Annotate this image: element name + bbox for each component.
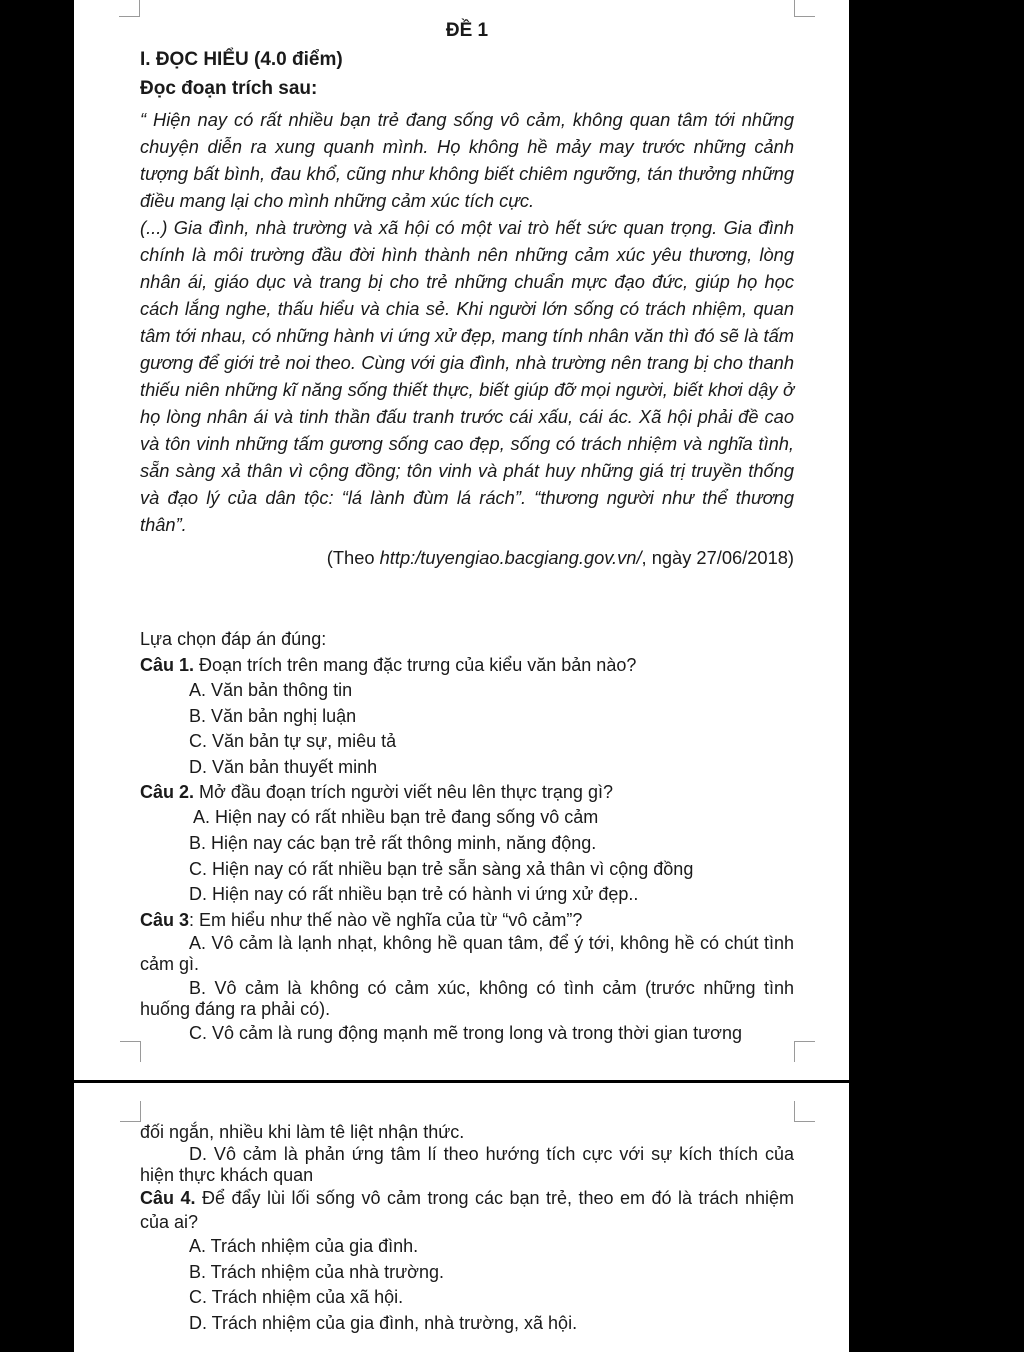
question-4-option-b: B. Trách nhiệm của nhà trường.: [189, 1261, 444, 1282]
crop-mark-top-right: [794, 0, 815, 17]
question-3-option-c: C. Vô cảm là rung động mạnh mẽ trong long và trong thời gian tương: [189, 1022, 742, 1043]
question-2-option-d: D. Hiện nay có rất nhiều bạn trẻ có hành vi ứng xử đẹp..: [189, 884, 639, 905]
cut-off-next-line: [140, 1346, 794, 1352]
question-4-option-a: A. Trách nhiệm của gia đình.: [189, 1236, 419, 1256]
excerpt-paragraph-1: “ Hiện nay có rất nhiều bạn trẻ đang sống vô cảm, không quan tâm tới những chuyện diễn ra xung quanh mình. Họ không hề mảy may trước những cảnh tượng bất bình, đau khổ, cũng như không biết chiêm ngưỡng, tán thưởng những điều mang lại cho mình những cảm xúc tích cực.: [140, 109, 794, 211]
question-2-option-b: B. Hiện nay các bạn trẻ rất thông minh, năng động.: [189, 832, 597, 853]
question-4-option-c: C. Trách nhiệm của xã hội.: [189, 1287, 404, 1308]
reading-instruction: Đọc đoạn trích sau:: [140, 78, 318, 99]
question-1: [140, 653, 794, 678]
question-2-option-a: A. Hiện nay có rất nhiều bạn trẻ đang sống vô cảm: [193, 807, 599, 828]
question-3-option-c-continued: đối ngắn, nhiều khi làm tê liệt nhận thức.: [140, 1122, 465, 1142]
question-1-option-d: D. Văn bản thuyết minh: [189, 756, 378, 777]
question-1-option-c: C. Văn bản tự sự, miêu tả: [189, 731, 397, 752]
question-2-label: Câu 2.: [140, 782, 195, 803]
question-3-option-d: D. Vô cảm là phản ứng tâm lí theo hướng tích cực với sự kích thích của hiện thực khách quan: [140, 1144, 794, 1185]
question-1-option-b: B. Văn bản nghị luận: [189, 705, 357, 726]
question-3-text: : Em hiểu như thế nào về nghĩa của từ “vô cảm”?: [189, 909, 583, 930]
question-4-text: Để đẩy lùi lối sống vô cảm trong các bạn trẻ, theo em đó là trách nhiệm của ai?: [140, 1188, 794, 1232]
excerpt-paragraph-2: (...) Gia đình, nhà trường và xã hội có một vai trò hết sức quan trọng. Gia đình chính là môi trường đầu đời hình thành nên những cảm xúc yêu thương, lòng nhân ái, giáo dục và trang bị cho trẻ những chuẩn mực đạo đức, giúp họ học cách lắng nghe, thấu hiểu và chia sẻ. Khi người lớn sống có trách nhiệm, quan tâm tới nhau, có những hành vi ứng xử đẹp, mang tính nhân văn thì đó sẽ là tấm gương để giới trẻ noi theo. Cùng với gia đình, nhà trường nên trang bị cho thanh thiếu niên những kĩ năng sống thiết thực, biết giúp đỡ mọi người, biết khơi dậy ở họ lòng nhân ái và tinh thần đấu tranh trước cái xấu, cái ác. Xã hội phải đề cao và tôn vinh những tấm gương sống cao đẹp, sống có trách nhiệm và nghĩa tình, sẵn sàng xả thân vì cộng đồng; tôn vinh và phát huy những giá trị truyền thống và đạo lý của dân tộc: “lá lành đùm lá rách”. “thương người như thể thương thân”.: [140, 217, 794, 535]
excerpt-source: [140, 544, 794, 571]
question-3: [140, 908, 794, 933]
crop-mark-top-left: [120, 1101, 141, 1122]
question-1-option-a: A. Văn bản thông tin: [189, 680, 353, 700]
section-heading: I. ĐỌC HIỂU (4.0 điểm): [140, 49, 343, 70]
page-1: [74, 0, 849, 1080]
page-2: [74, 1083, 849, 1352]
source-prefix: (Theo: [326, 547, 380, 568]
question-4: [140, 1186, 794, 1234]
page-1-content: [140, 16, 794, 1044]
question-1-text: Đoạn trích trên mang đặc trưng của kiểu văn bản nào?: [194, 655, 637, 675]
crop-mark-bottom-right: [794, 1041, 815, 1062]
exam-title: ĐỀ 1: [445, 20, 489, 41]
question-2: [140, 780, 794, 805]
question-3-label: Câu 3: [140, 909, 190, 930]
source-link: http:/tuyengiao.bacgiang.gov.vn/: [379, 547, 642, 568]
crop-mark-top-left: [119, 0, 140, 17]
source-suffix: , ngày 27/06/2018): [641, 547, 794, 568]
crop-mark-top-right: [794, 1101, 815, 1122]
question-2-text: Mở đầu đoạn trích người viết nêu lên thực trạng gì?: [194, 782, 613, 803]
question-3-option-b: B. Vô cảm là không có cảm xúc, không có tình cảm (trước những tình huống đáng ra phải có).: [140, 977, 794, 1019]
crop-mark-bottom-left: [120, 1041, 141, 1062]
question-4-label: Câu 4.: [140, 1188, 196, 1208]
question-3-option-a: A. Vô cảm là lạnh nhạt, không hề quan tâm, để ý tới, không hề có chút tình cảm gì.: [140, 932, 794, 974]
question-4-option-d: D. Trách nhiệm của gia đình, nhà trường, xã hội.: [189, 1312, 578, 1333]
question-2-option-c: C. Hiện nay có rất nhiều bạn trẻ sẵn sàng xả thân vì cộng đồng: [189, 858, 694, 879]
choose-answer-heading: Lựa chọn đáp án đúng:: [140, 629, 327, 649]
question-1-label: Câu 1.: [140, 655, 195, 675]
page-2-content: [140, 1120, 794, 1336]
